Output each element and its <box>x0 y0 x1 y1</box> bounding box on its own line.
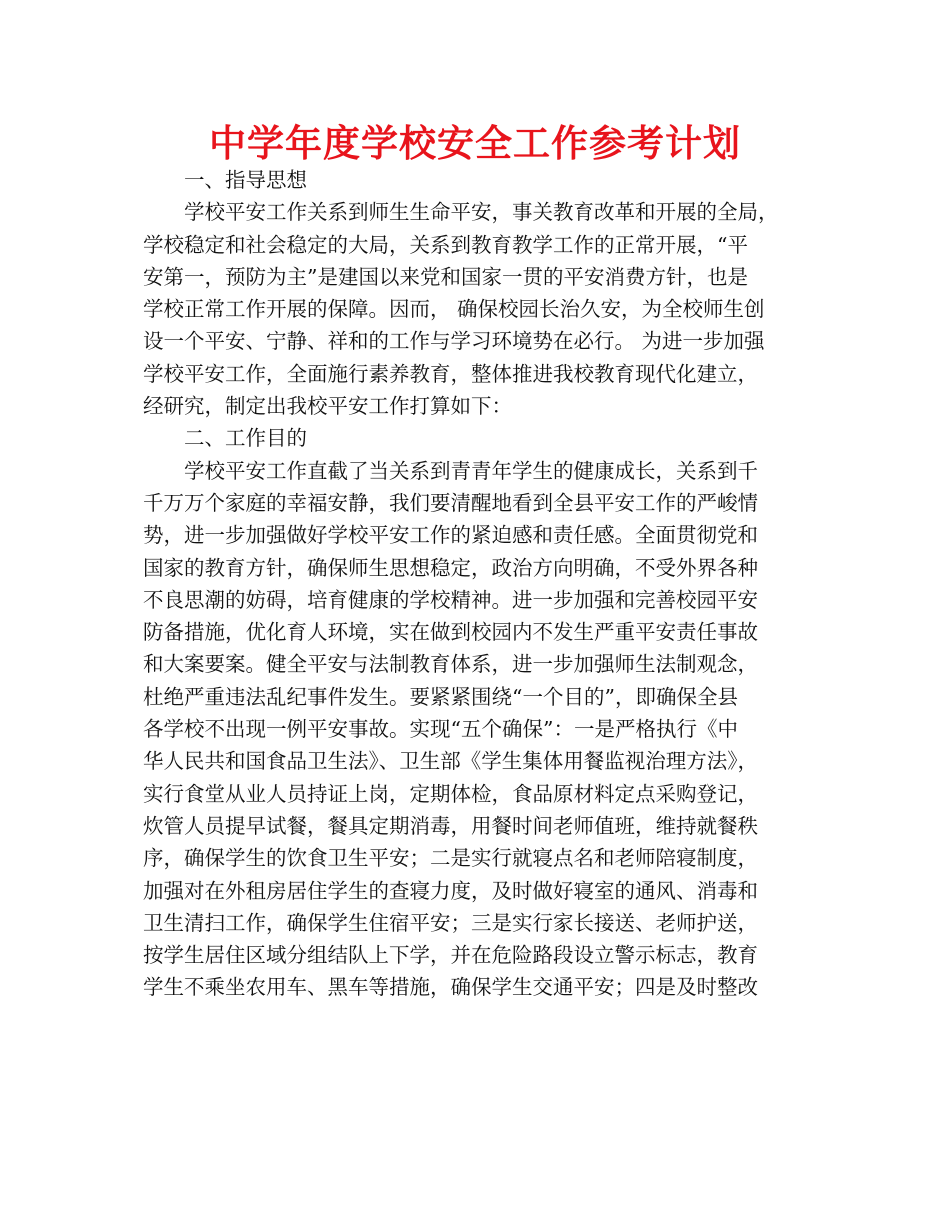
paragraph-line: 经研究，制定出我校平安工作打算如下： <box>143 394 512 419</box>
paragraph-line: 华人民共和国食品卫生法》、卫生部《学生集体用餐监视治理方法》， <box>143 749 758 774</box>
paragraph-line: 序，确保学生的饮食卫生平安；二是实行就寝点名和老师陪寝制度， <box>143 846 758 871</box>
paragraph-line: 学生不乘坐农用车、黑车等措施，确保学生交通平安；四是及时整改 <box>143 975 758 1000</box>
paragraph-line: 实行食堂从业人员持证上岗，定期体检，食品原材料定点采购登记， <box>143 781 758 806</box>
paragraph-line: 国家的教育方针，确保师生思想稳定，政治方向明确，不受外界各种 <box>143 555 758 580</box>
paragraph-line: 安第一，预防为主”是建国以来党和国家一贯的平安消费方针，也是 <box>143 264 748 289</box>
paragraph-line: 各学校不出现一例平安事故。实现“五个确保”：一是严格执行《中 <box>143 717 738 742</box>
paragraph-line: 学校稳定和社会稳定的大局，关系到教育教学工作的正常开展，“平 <box>143 232 748 257</box>
paragraph-line: 防备措施，优化育人环境，实在做到校园内不发生严重平安责任事故 <box>143 620 758 645</box>
paragraph-line: 加强对在外租房居住学生的查寝力度，及时做好寝室的通风、消毒和 <box>143 878 758 903</box>
paragraph-line: 学校平安工作，全面施行素养教育，整体推进我校教育现代化建立， <box>143 361 758 386</box>
document-title: 中学年度学校安全工作参考计划 <box>209 122 741 165</box>
paragraph-line: 设一个平安、宁静、祥和的工作与学习环境势在必行。 为进一步加强 <box>143 329 765 354</box>
paragraph-line: 按学生居住区域分组结队上下学，并在危险路段设立警示标志，教育 <box>143 943 758 968</box>
section-heading: 一、指导思想 <box>184 168 307 192</box>
document-body <box>143 164 815 1004</box>
paragraph-line: 势，进一步加强做好学校平安工作的紧迫感和责任感。全面贯彻党和 <box>143 523 758 548</box>
section-heading: 二、工作目的 <box>184 426 307 451</box>
paragraph-line: 炊管人员提早试餐，餐具定期消毒，用餐时间老师值班，维持就餐秩 <box>143 813 758 838</box>
paragraph-line: 学校平安工作直截了当关系到青青年学生的健康成长，关系到千 <box>184 458 758 483</box>
paragraph-line: 不良思潮的妨碍，培育健康的学校精神。进一步加强和完善校园平安 <box>143 587 758 612</box>
paragraph-line: 学校正常工作开展的保障。因而， 确保校园长治久安，为全校师生创 <box>143 297 765 322</box>
paragraph-line: 卫生清扫工作，确保学生住宿平安；三是实行家长接送、老师护送， <box>143 910 758 935</box>
paragraph-line: 和大案要案。健全平安与法制教育体系，进一步加强师生法制观念， <box>143 652 758 677</box>
paragraph-line: 学校平安工作关系到师生生命平安，事关教育改革和开展的全局， <box>184 200 779 225</box>
paragraph-line: 千万万个家庭的幸福安静，我们要清醒地看到全县平安工作的严峻情 <box>143 490 758 515</box>
paragraph-line: 杜绝严重违法乱纪事件发生。要紧紧围绕“一个目的”，即确保全县 <box>143 684 738 709</box>
